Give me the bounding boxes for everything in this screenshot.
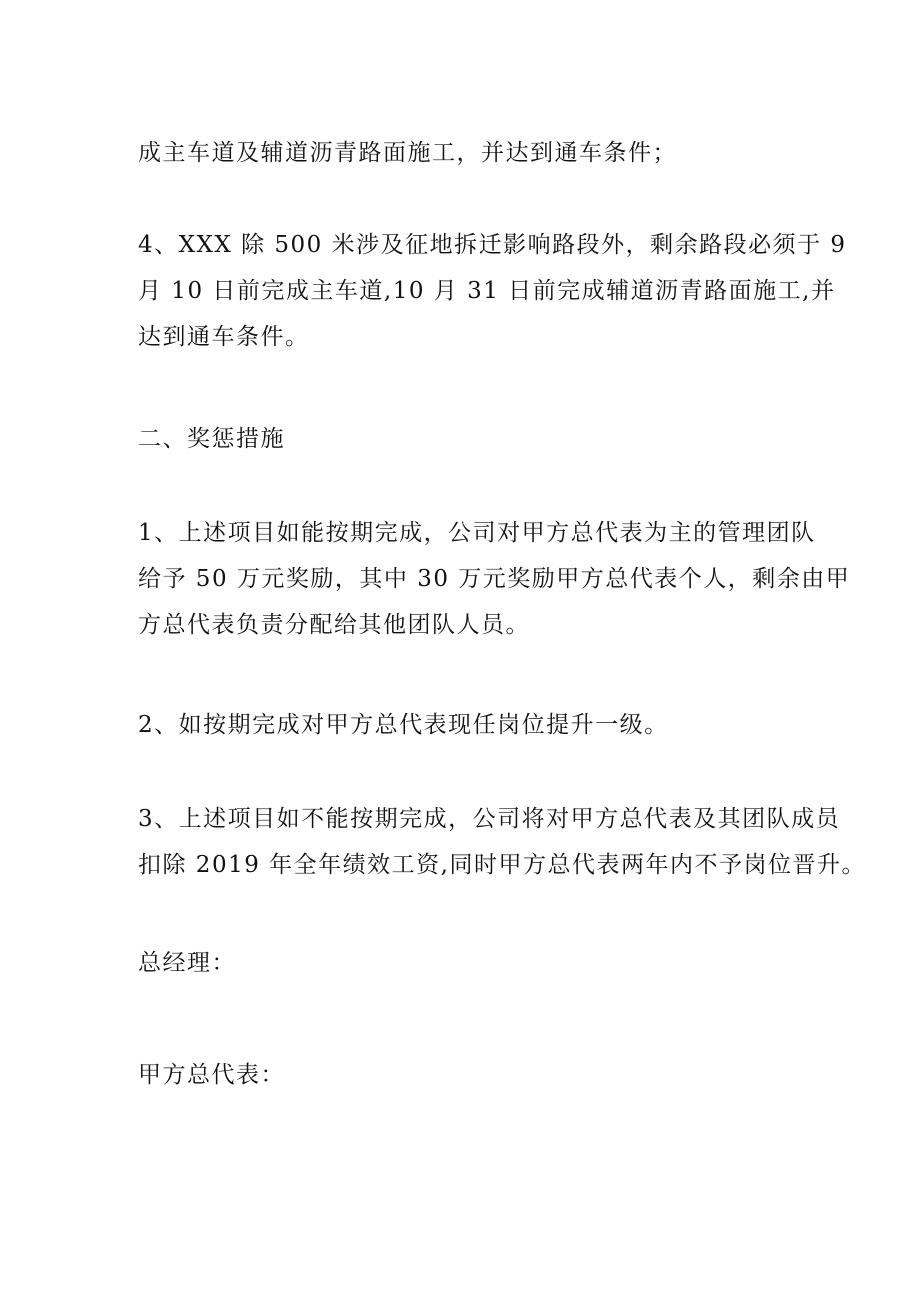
item-4-paragraph [138, 222, 847, 360]
text-line: 方总代表负责分配给其他团队人员。 [138, 612, 530, 638]
text-line: 1、上述项目如能按期完成，公司对甲方总代表为主的管理团队 [138, 520, 816, 546]
continuation-paragraph [138, 130, 798, 176]
reward-1-paragraph [138, 510, 851, 648]
text-line: 给予 50 万元奖励，其中 30 万元奖励甲方总代表个人，剩余由甲 [138, 566, 851, 592]
signature-label: 甲方总代表： [138, 1062, 285, 1088]
signature-label: 总经理： [138, 950, 236, 976]
heading-text: 二、奖惩措施 [138, 426, 285, 452]
text-line: 扣除 2019 年全年绩效工资,同时甲方总代表两年内不予岗位晋升。 [138, 852, 866, 878]
party-a-representative-signature [138, 1052, 798, 1098]
text-line: 成主车道及辅道沥青路面施工，并达到通车条件； [138, 140, 677, 166]
text-line: 达到通车条件。 [138, 324, 310, 350]
text-line: 2、如按期完成对甲方总代表现任岗位提升一级。 [138, 712, 669, 738]
text-line: 3、上述项目如不能按期完成，公司将对甲方总代表及其团队成员 [138, 806, 841, 832]
penalty-3-paragraph [138, 796, 866, 888]
reward-2-paragraph [138, 702, 798, 748]
section-2-heading [138, 416, 798, 462]
text-line: 4、XXX 除 500 米涉及征地拆迁影响路段外，剩余路段必须于 9 [138, 232, 847, 258]
general-manager-signature [138, 940, 798, 986]
text-line: 月 10 日前完成主车道,10 月 31 日前完成辅道沥青路面施工,并 [138, 278, 836, 304]
